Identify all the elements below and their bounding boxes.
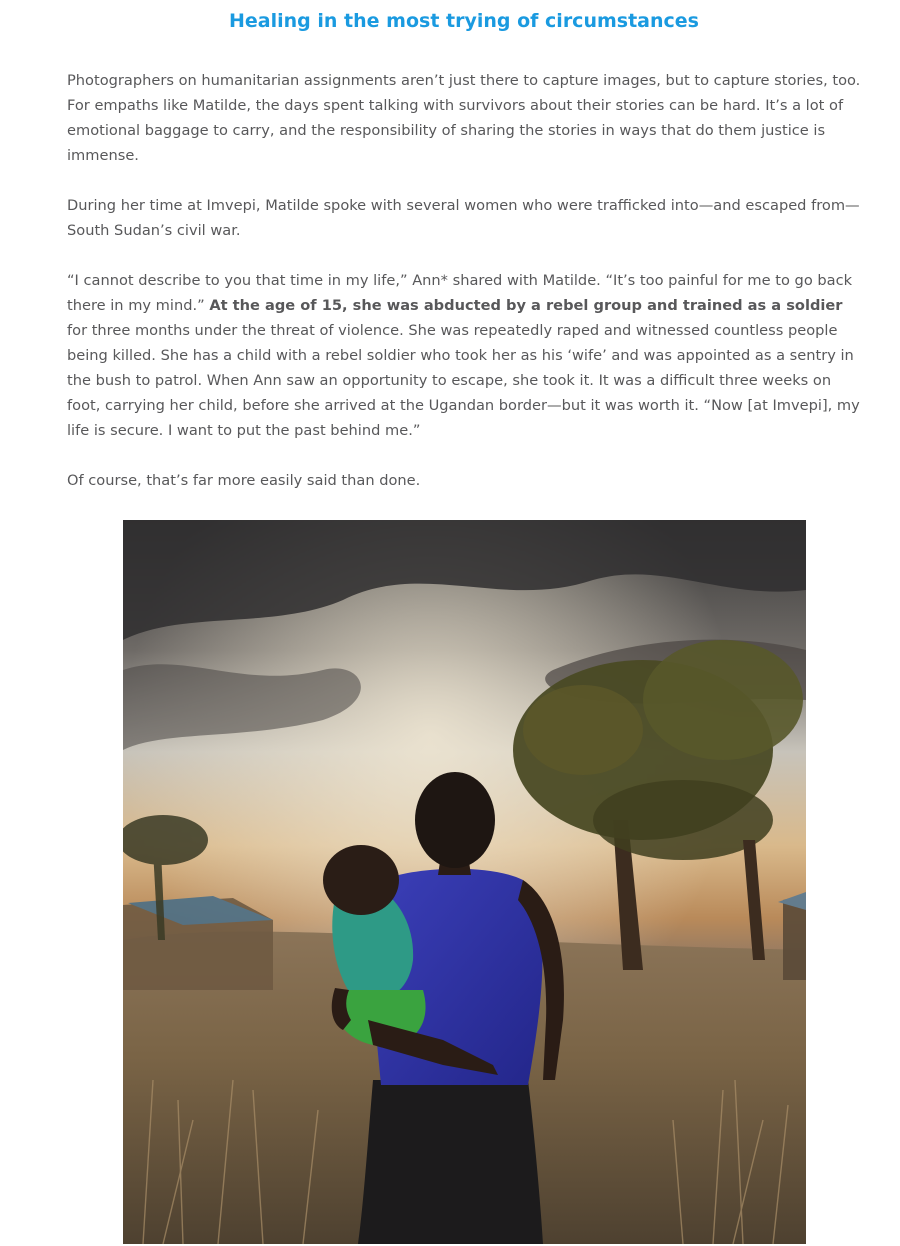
paragraph-photographers: Photographers on humanitarian assignments aren’t just there to capture images, but to capture stories, too. For empaths like Matilde, the days spent talking with survivors about their stories can be hard. It’s a lot of emotional baggage to carry, and the responsibility of sharing the stories in ways that do them justice is immense. bbox=[67, 72, 861, 164]
ann-story-rest: for three months under the threat of violence. She was repeatedly raped and witnessed countless people being killed. She has a child with a rebel soldier who took her as his ‘wife’ and was appointed as a sentry in the bush to patrol. When Ann saw an opportunity to escape, she took it. It was a difficult three weeks on foot, carrying her child, before she arrived at the Ugandan border—but it was worth it. “Now [at Imvepi], my life is secure. I want to put the past behind me.” bbox=[67, 322, 860, 439]
photo-woman-carrying-child bbox=[123, 520, 806, 1244]
article-photo bbox=[123, 520, 806, 1244]
paragraph-closing: Of course, that’s far more easily said than done. bbox=[67, 472, 421, 489]
paragraph-imvepi: During her time at Imvepi, Matilde spoke with several women who were trafficked into—and escaped from—South Sudan’s civil war. bbox=[67, 197, 860, 239]
ann-quote-lead: “I cannot describe to you that time in my life,” Ann* shared with Matilde. “It’s too painful for me to go back there in my mind.” bbox=[67, 272, 853, 314]
paragraph-ann-story bbox=[67, 268, 865, 443]
ann-abduction-highlight: At the age of 15, she was abducted by a rebel group and trained as a soldier bbox=[209, 297, 843, 314]
article-body bbox=[67, 68, 865, 518]
section-heading: Healing in the most trying of circumstances bbox=[229, 10, 699, 32]
